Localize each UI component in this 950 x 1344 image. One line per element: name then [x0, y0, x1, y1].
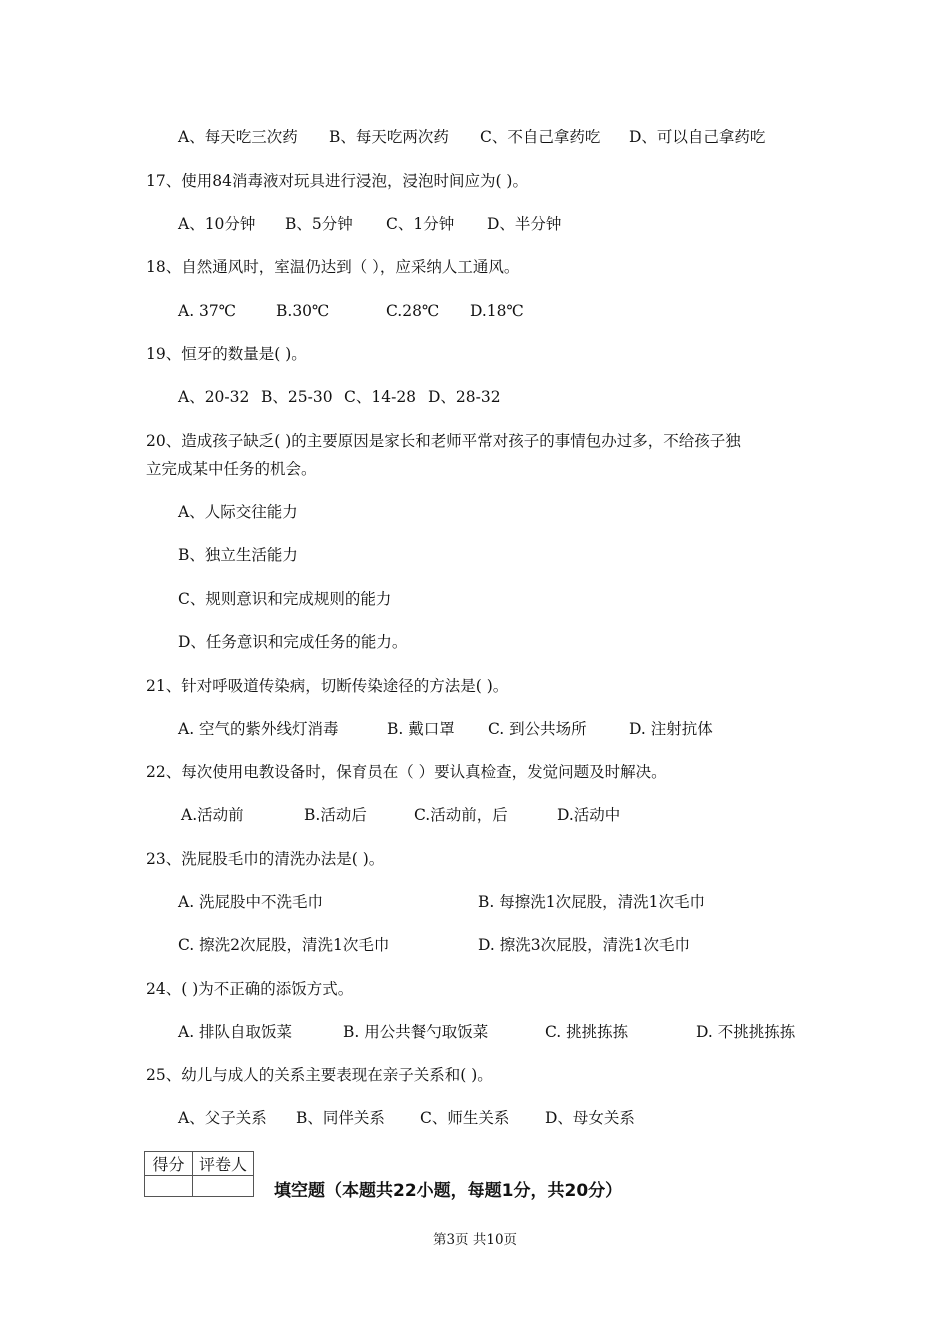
q25-option-a: A、父子关系: [178, 1109, 267, 1127]
q22-option-b: B.活动后: [304, 806, 367, 824]
grader-label: 评卷人: [193, 1152, 254, 1176]
q20-question-line1: 20、造成孩子缺乏( )的主要原因是家长和老师平常对孩子的事情包办过多，不给孩子独: [146, 432, 741, 450]
q21-option-a: A. 空气的紫外线灯消毒: [178, 720, 339, 738]
q16-option-c: C、不自己拿药吃: [480, 128, 601, 146]
q19-question: 19、恒牙的数量是( )。: [146, 345, 307, 363]
q25-option-c: C、师生关系: [420, 1109, 510, 1127]
q21-option-b: B. 戴口罩: [387, 720, 455, 738]
score-table: [144, 1151, 254, 1197]
q23-option-d: D. 擦洗3次屁股，清洗1次毛巾: [478, 936, 690, 954]
q24-option-b: B. 用公共餐勺取饭菜: [343, 1023, 489, 1041]
q20-option-d: D、任务意识和完成任务的能力。: [178, 633, 408, 651]
q16-option-b: B、每天吃两次药: [329, 128, 449, 146]
q17-option-c: C、1分钟: [386, 215, 455, 233]
q22-question: 22、每次使用电教设备时，保育员在（ ）要认真检查，发觉问题及时解决。: [146, 763, 667, 781]
q23-option-b: B. 每擦洗1次屁股，清洗1次毛巾: [478, 893, 705, 911]
q18-option-a: A. 37℃: [178, 302, 237, 320]
q25-option-b: B、同伴关系: [296, 1109, 385, 1127]
q17-option-b: B、5分钟: [285, 215, 353, 233]
q18-option-d: D.18℃: [470, 302, 524, 320]
section-title: 填空题（本题共22小题，每题1分，共20分）: [274, 1181, 623, 1201]
q17-option-a: A、10分钟: [178, 215, 256, 233]
q22-option-c: C.活动前，后: [414, 806, 508, 824]
q19-option-b: B、25-30: [261, 388, 333, 406]
q25-option-d: D、母女关系: [545, 1109, 635, 1127]
q21-option-d: D. 注射抗体: [629, 720, 713, 738]
q24-option-a: A. 排队自取饭菜: [178, 1023, 293, 1041]
q20-option-b: B、独立生活能力: [178, 546, 298, 564]
q17-option-d: D、半分钟: [487, 215, 562, 233]
q21-question: 21、针对呼吸道传染病，切断传染途径的方法是( )。: [146, 677, 509, 695]
q24-option-c: C. 挑挑拣拣: [545, 1023, 629, 1041]
q20-option-c: C、规则意识和完成规则的能力: [178, 590, 392, 608]
q16-option-a: A、每天吃三次药: [178, 128, 298, 146]
q20-question-line2: 立完成某中任务的机会。: [146, 460, 317, 478]
q25-question: 25、幼儿与成人的关系主要表现在亲子关系和( )。: [146, 1066, 493, 1084]
q19-option-d: D、28-32: [428, 388, 501, 406]
q24-question: 24、( )为不正确的添饭方式。: [146, 980, 354, 998]
q18-option-b: B.30℃: [276, 302, 330, 320]
q23-question: 23、洗屁股毛巾的清洗办法是( )。: [146, 850, 385, 868]
q23-option-a: A. 洗屁股中不洗毛巾: [178, 893, 324, 911]
grader-cell: [193, 1176, 254, 1197]
q23-option-c: C. 擦洗2次屁股，清洗1次毛巾: [178, 936, 390, 954]
q22-option-a: A.活动前: [181, 806, 244, 824]
q19-option-c: C、14-28: [344, 388, 417, 406]
score-cell: [145, 1176, 193, 1197]
q18-option-c: C.28℃: [386, 302, 440, 320]
q22-option-d: D.活动中: [557, 806, 621, 824]
q17-question: 17、使用84消毒液对玩具进行浸泡，浸泡时间应为( )。: [146, 172, 528, 190]
q20-option-a: A、人际交往能力: [178, 503, 298, 521]
score-label: 得分: [145, 1152, 193, 1176]
page-footer: 第3页 共10页: [432, 1232, 518, 1248]
q21-option-c: C. 到公共场所: [488, 720, 587, 738]
q19-option-a: A、20-32: [178, 388, 250, 406]
q18-question: 18、自然通风时，室温仍达到（ ），应采纳人工通风。: [146, 258, 520, 276]
q16-option-d: D、可以自己拿药吃: [629, 128, 766, 146]
q24-option-d: D. 不挑挑拣拣: [696, 1023, 796, 1041]
